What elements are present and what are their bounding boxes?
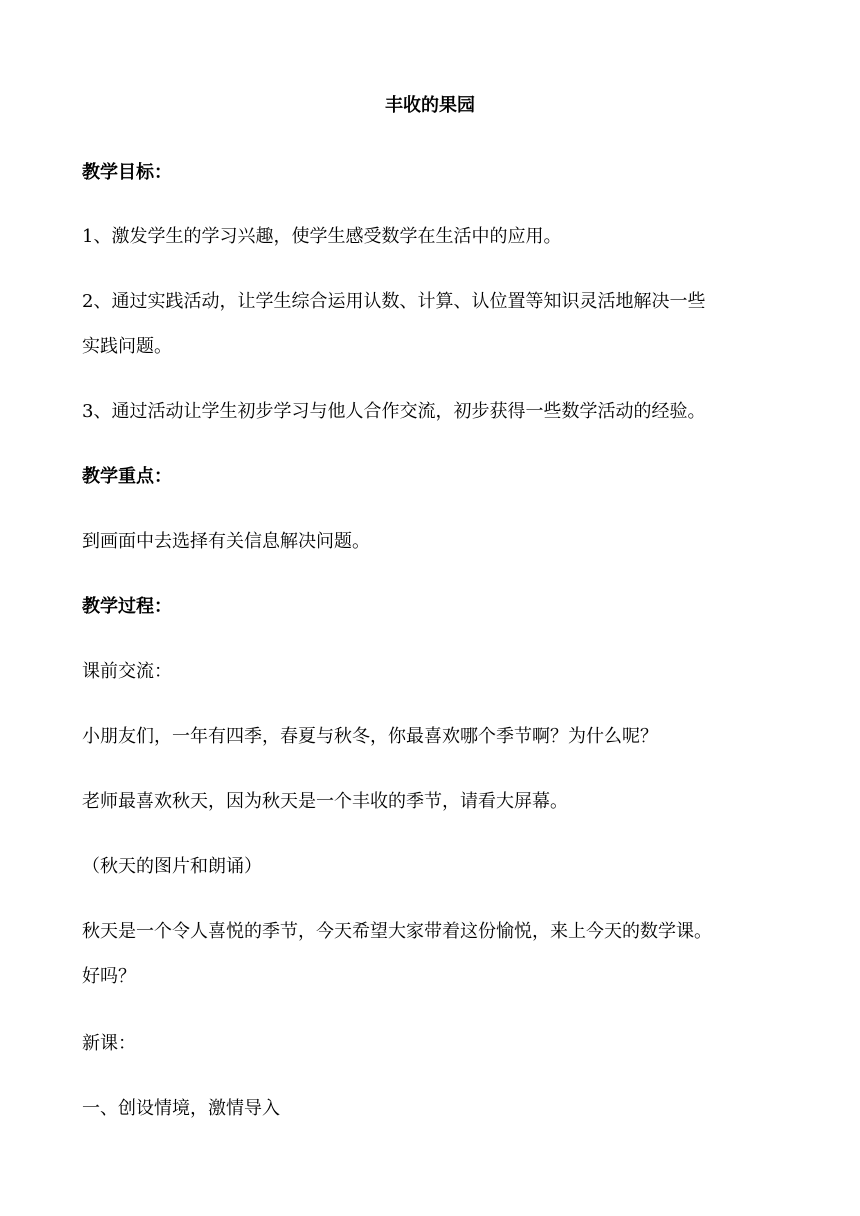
paragraph-4-line-2: 好吗？ [82, 966, 136, 987]
keypoint-item-1: 到画面中去选择有关信息解决问题。 [82, 531, 370, 552]
step-1-heading: 一、创设情境，激情导入 [82, 1098, 280, 1119]
objectives-heading: 教学目标： [82, 162, 172, 183]
paragraph-3: （秋天的图片和朗诵） [82, 856, 262, 877]
paragraph-1: 小朋友们，一年有四季，春夏与秋冬，你最喜欢哪个季节啊？为什么呢？ [82, 726, 658, 747]
process-heading: 教学过程： [82, 596, 172, 617]
pre-class-label: 课前交流： [82, 661, 172, 682]
objective-item-1: 1、激发学生的学习兴趣，使学生感受数学在生活中的应用。 [82, 226, 562, 247]
objective-item-3: 3、通过活动让学生初步学习与他人合作交流，初步获得一些数学活动的经验。 [82, 401, 706, 422]
page-title: 丰收的果园 [385, 95, 475, 116]
new-lesson-label: 新课： [82, 1033, 136, 1054]
paragraph-2: 老师最喜欢秋天，因为秋天是一个丰收的季节，请看大屏幕。 [82, 791, 568, 812]
objective-item-2-line-1: 2、通过实践活动，让学生综合运用认数、计算、认位置等知识灵活地解决一些 [82, 291, 706, 312]
paragraph-4-line-1: 秋天是一个令人喜悦的季节，今天希望大家带着这份愉悦，来上今天的数学课。 [82, 921, 712, 942]
objective-item-2-line-2: 实践问题。 [82, 336, 172, 357]
keypoints-heading: 教学重点： [82, 466, 172, 487]
